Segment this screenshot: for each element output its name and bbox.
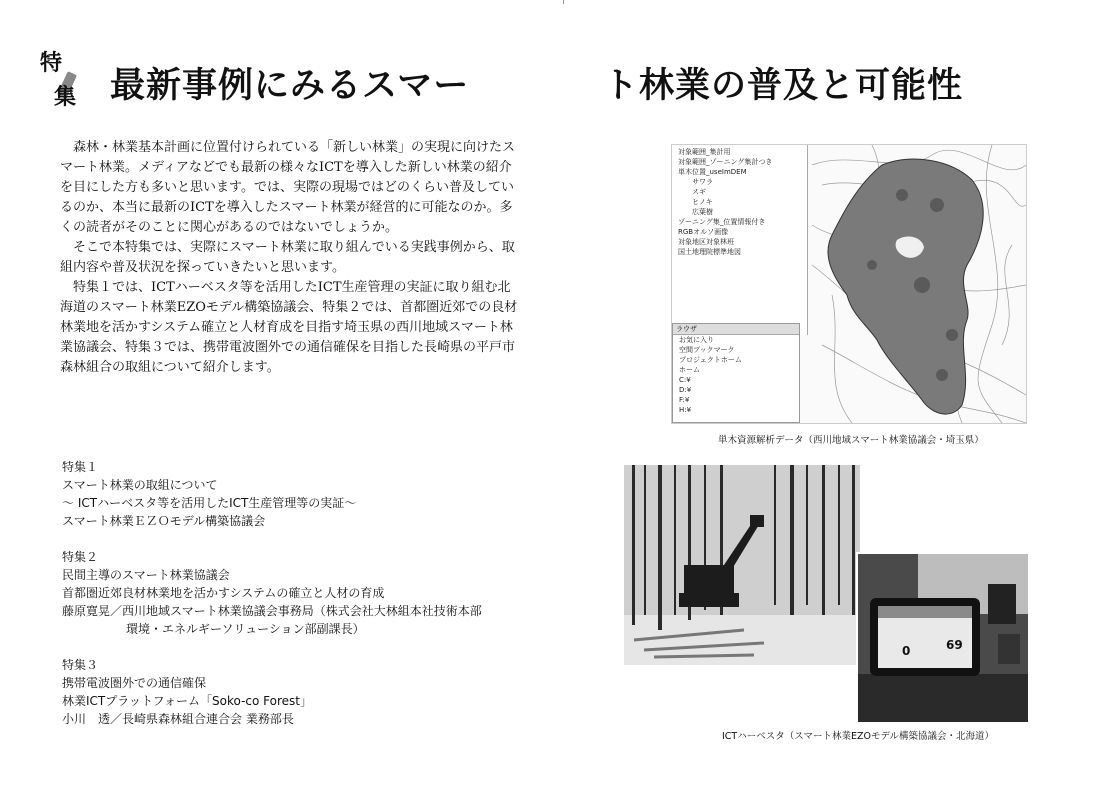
layer-item[interactable]: 対象範囲_集計用 <box>678 148 731 156</box>
intro-text <box>60 138 520 378</box>
harvester-forest-photo <box>624 465 860 665</box>
layer-item[interactable]: ゾーニング集_位置情報付き <box>678 218 766 226</box>
browser-item[interactable]: ホーム <box>679 366 700 374</box>
badge-char-top: 特 <box>40 50 63 76</box>
feature-2-number: 特集２ <box>62 550 99 564</box>
layer-item[interactable]: 広葉樹 <box>692 208 713 216</box>
feature-3-title: 携帯電波圏外での通信確保 <box>62 676 207 690</box>
layer-item[interactable]: サワラ <box>692 178 713 186</box>
feature-1 <box>62 458 562 530</box>
feature-3 <box>62 656 562 728</box>
browser-item[interactable]: F:¥ <box>679 396 690 404</box>
page-title-part1: 最新事例にみるスマー <box>110 65 470 106</box>
map-figure-caption: 単木資源解析データ（西川地域スマート林業協議会・埼玉県） <box>718 435 984 446</box>
feature-2-title: 民間主導のスマート林業協議会 <box>62 568 230 582</box>
browser-panel-header: ラウザ <box>673 324 799 335</box>
browser-item[interactable]: D:¥ <box>679 386 692 394</box>
layer-item[interactable]: スギ <box>692 188 706 196</box>
feature-badge <box>40 50 96 114</box>
layer-item[interactable]: 対象範囲_ゾーニング集計つき <box>678 158 773 166</box>
feature-1-author: スマート林業ＥＺＯモデル構築協議会 <box>62 514 266 528</box>
browser-item[interactable]: H:¥ <box>679 406 692 414</box>
feature-2-subtitle: 首都圏近郊良材林業地を活かすシステムの確立と人材の育成 <box>62 586 385 600</box>
browser-item[interactable]: お気に入り <box>679 336 714 344</box>
feature-1-number: 特集１ <box>62 460 99 474</box>
harvester-figure-caption: ICTハーベスタ（スマート林業EZOモデル構築協議会・北海道） <box>722 731 995 742</box>
cab-screen-value-right: 69 <box>946 638 963 652</box>
feature-1-title: スマート林業の取組について <box>62 478 218 492</box>
browser-item[interactable]: プロジェクトホーム <box>679 356 742 364</box>
browser-item[interactable]: C:¥ <box>679 376 691 384</box>
feature-3-number: 特集３ <box>62 658 99 672</box>
layer-item[interactable]: 単木位置_useImDEM <box>678 168 747 176</box>
layer-panel <box>672 145 808 335</box>
harvester-cab-photo <box>856 552 1028 722</box>
badge-char-bottom: 集 <box>54 84 77 110</box>
layer-item[interactable]: 対象地区対象林班 <box>678 238 734 246</box>
feature-2-author-dept: 環境・エネルギーソリューション部副課長） <box>126 622 365 636</box>
feature-3-author: 小川 透／長崎県森林組合連合会 業務部長 <box>62 712 294 726</box>
feature-2-author: 藤原寛晃／西川地域スマート林業協議会事務局（株式会社大林組本社技術本部 <box>62 604 482 618</box>
page-fold-mark <box>563 0 564 4</box>
feature-3-subtitle: 林業ICTプラットフォーム「Soko-co Forest」 <box>62 694 313 708</box>
intro-paragraph-3: 特集１では、ICTハーベスタ等を活用したICT生産管理の実証に取り組む北海道のスマート林業EZOモデル構築協議会、特集２では、首都圏近郊での良材林業地を活かすシステム確立と人材育成を目指す埼玉県の西川地域スマート林業協議会、特集３では、携帯電波圏外での通信確保を目指した長崎県の平戸市森林組合の取組について紹介します。 <box>60 280 518 375</box>
page-title-part2: ト林業の普及と可能性 <box>603 65 964 106</box>
intro-paragraph-2: そこで本特集では、実際にスマート林業に取り組んでいる実践事例から、取組内容や普及状況を探っていきたいと思います。 <box>60 240 515 275</box>
gis-map-figure <box>671 144 1027 424</box>
feature-list <box>62 458 562 746</box>
feature-2 <box>62 548 562 638</box>
layer-item[interactable]: 国土地理院標準地図 <box>678 248 741 256</box>
feature-1-subtitle: ～ ICTハーベスタ等を活用したICT生産管理等の実証～ <box>62 496 357 510</box>
layer-item[interactable]: ヒノキ <box>692 198 713 206</box>
cab-photo-image <box>858 554 1028 722</box>
browser-panel <box>672 323 800 423</box>
layer-item[interactable]: RGBオルソ画像 <box>678 228 729 236</box>
forest-photo-image <box>624 465 860 665</box>
browser-item[interactable]: 空間ブックマーク <box>679 346 735 354</box>
intro-paragraph-1: 森林・林業基本計画に位置付けられている「新しい林業」の実現に向けたスマート林業。メディアなどでも最新の様々なICTを導入した新しい林業の紹介を目にした方も多いと思います。では、実際の現場ではどのくらい普及しているのか、本当に最新のICTを導入したスマート林業が経営的に可能なのか。多くの読者がそのことに関心があるのではないでしょうか。 <box>60 140 516 235</box>
cab-screen-value-left: 0 <box>902 644 911 658</box>
